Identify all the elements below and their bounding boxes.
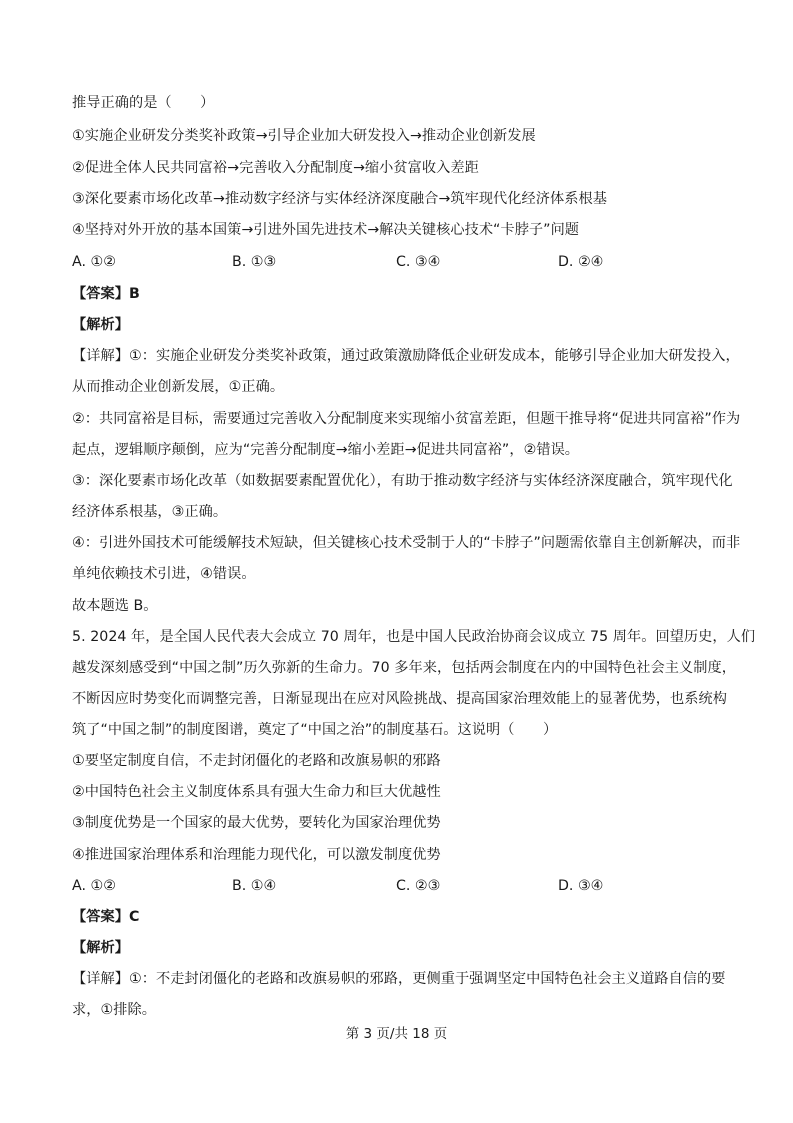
q5-option-a: A. ①② xyxy=(72,878,116,894)
q4-answer: 【答案】B xyxy=(72,286,140,302)
q5-detail-line-2: 求，①排除。 xyxy=(72,1002,156,1018)
q5-stem-line-1: 5. 2024 年，是全国人民代表大会成立 70 周年，也是中国人民政治协商会议成立 75 周年。回望历史，人们 xyxy=(72,629,756,645)
q5-item-2: ②中国特色社会主义制度体系具有强大生命力和巨大优越性 xyxy=(72,784,441,800)
q4-stem-tail: 推导正确的是（ ） xyxy=(72,95,215,111)
q5-item-4: ④推进国家治理体系和治理能力现代化，可以激发制度优势 xyxy=(72,847,441,863)
q4-option-d: D. ②④ xyxy=(558,254,604,270)
q5-option-d: D. ③④ xyxy=(558,878,604,894)
q4-detail-line-5: ③：深化要素市场化改革（如数据要素配置优化），有助于推动数字经济与实体经济深度融合，筑牢现代化 xyxy=(72,473,733,489)
q4-detail-line-8: 单纯依赖技术引进，④错误。 xyxy=(72,566,256,582)
q4-item-1: ①实施企业研发分类奖补政策→引导企业加大研发投入→推动企业创新发展 xyxy=(72,128,536,144)
q4-item-3: ③深化要素市场化改革→推动数字经济与实体经济深度融合→筑牢现代化经济体系根基 xyxy=(72,191,607,207)
q4-item-4: ④坚持对外开放的基本国策→引进外国先进技术→解决关键核心技术“卡脖子”问题 xyxy=(72,222,580,238)
q4-detail-line-7: ④：引进外国技术可能缓解技术短缺，但关键核心技术受制于人的“卡脖子”问题需依靠自主创新解决，而非 xyxy=(72,535,741,551)
q5-item-3: ③制度优势是一个国家的最大优势，要转化为国家治理优势 xyxy=(72,815,441,831)
q4-detail-line-1: 【详解】①：实施企业研发分类奖补政策，通过政策激励降低企业研发成本，能够引导企业加大研发投入， xyxy=(72,348,740,364)
q4-detail-line-3: ②：共同富裕是目标，需要通过完善收入分配制度来实现缩小贫富差距，但题干推导将“促进共同富裕”作为 xyxy=(72,411,741,427)
q5-stem-line-2: 越发深刻感受到“中国之制”历久弥新的生命力。70 多年来，包括两会制度在内的中国特色社会主义制度， xyxy=(72,660,736,676)
q5-detail-line-1: 【详解】①：不走封闭僵化的老路和改旗易帜的邪路，更侧重于强调坚定中国特色社会主义道路自信的要 xyxy=(72,971,726,987)
q5-analysis-label: 【解析】 xyxy=(72,940,129,956)
q5-answer: 【答案】C xyxy=(72,909,140,925)
q4-detail-line-6: 经济体系根基，③正确。 xyxy=(72,504,228,520)
q4-analysis-label: 【解析】 xyxy=(72,317,129,333)
q4-option-b: B. ①③ xyxy=(232,254,277,270)
q5-option-b: B. ①④ xyxy=(232,878,277,894)
q5-stem-line-3: 不断因应时势变化而调整完善，日渐显现出在应对风险挑战、提高国家治理效能上的显著优势，也系统构 xyxy=(72,691,727,707)
page-footer: 第 3 页/共 18 页 xyxy=(345,1026,448,1042)
q4-detail-line-2: 从而推动企业创新发展，①正确。 xyxy=(72,379,285,395)
q4-option-c: C. ③④ xyxy=(396,254,441,270)
q4-conclusion: 故本题选 B。 xyxy=(72,598,158,614)
q4-detail-line-4: 起点，逻辑顺序颠倒，应为“完善分配制度→缩小差距→促进共同富裕”，②错误。 xyxy=(72,442,580,458)
q4-option-a: A. ①② xyxy=(72,254,116,270)
q5-item-1: ①要坚定制度自信，不走封闭僵化的老路和改旗易帜的邪路 xyxy=(72,753,441,769)
q5-stem-line-4: 筑了“中国之制”的制度图谱，奠定了“中国之治”的制度基石。这说明（ ） xyxy=(72,722,558,738)
q4-item-2: ②促进全体人民共同富裕→完善收入分配制度→缩小贫富收入差距 xyxy=(72,160,479,176)
q5-option-c: C. ②③ xyxy=(396,878,441,894)
